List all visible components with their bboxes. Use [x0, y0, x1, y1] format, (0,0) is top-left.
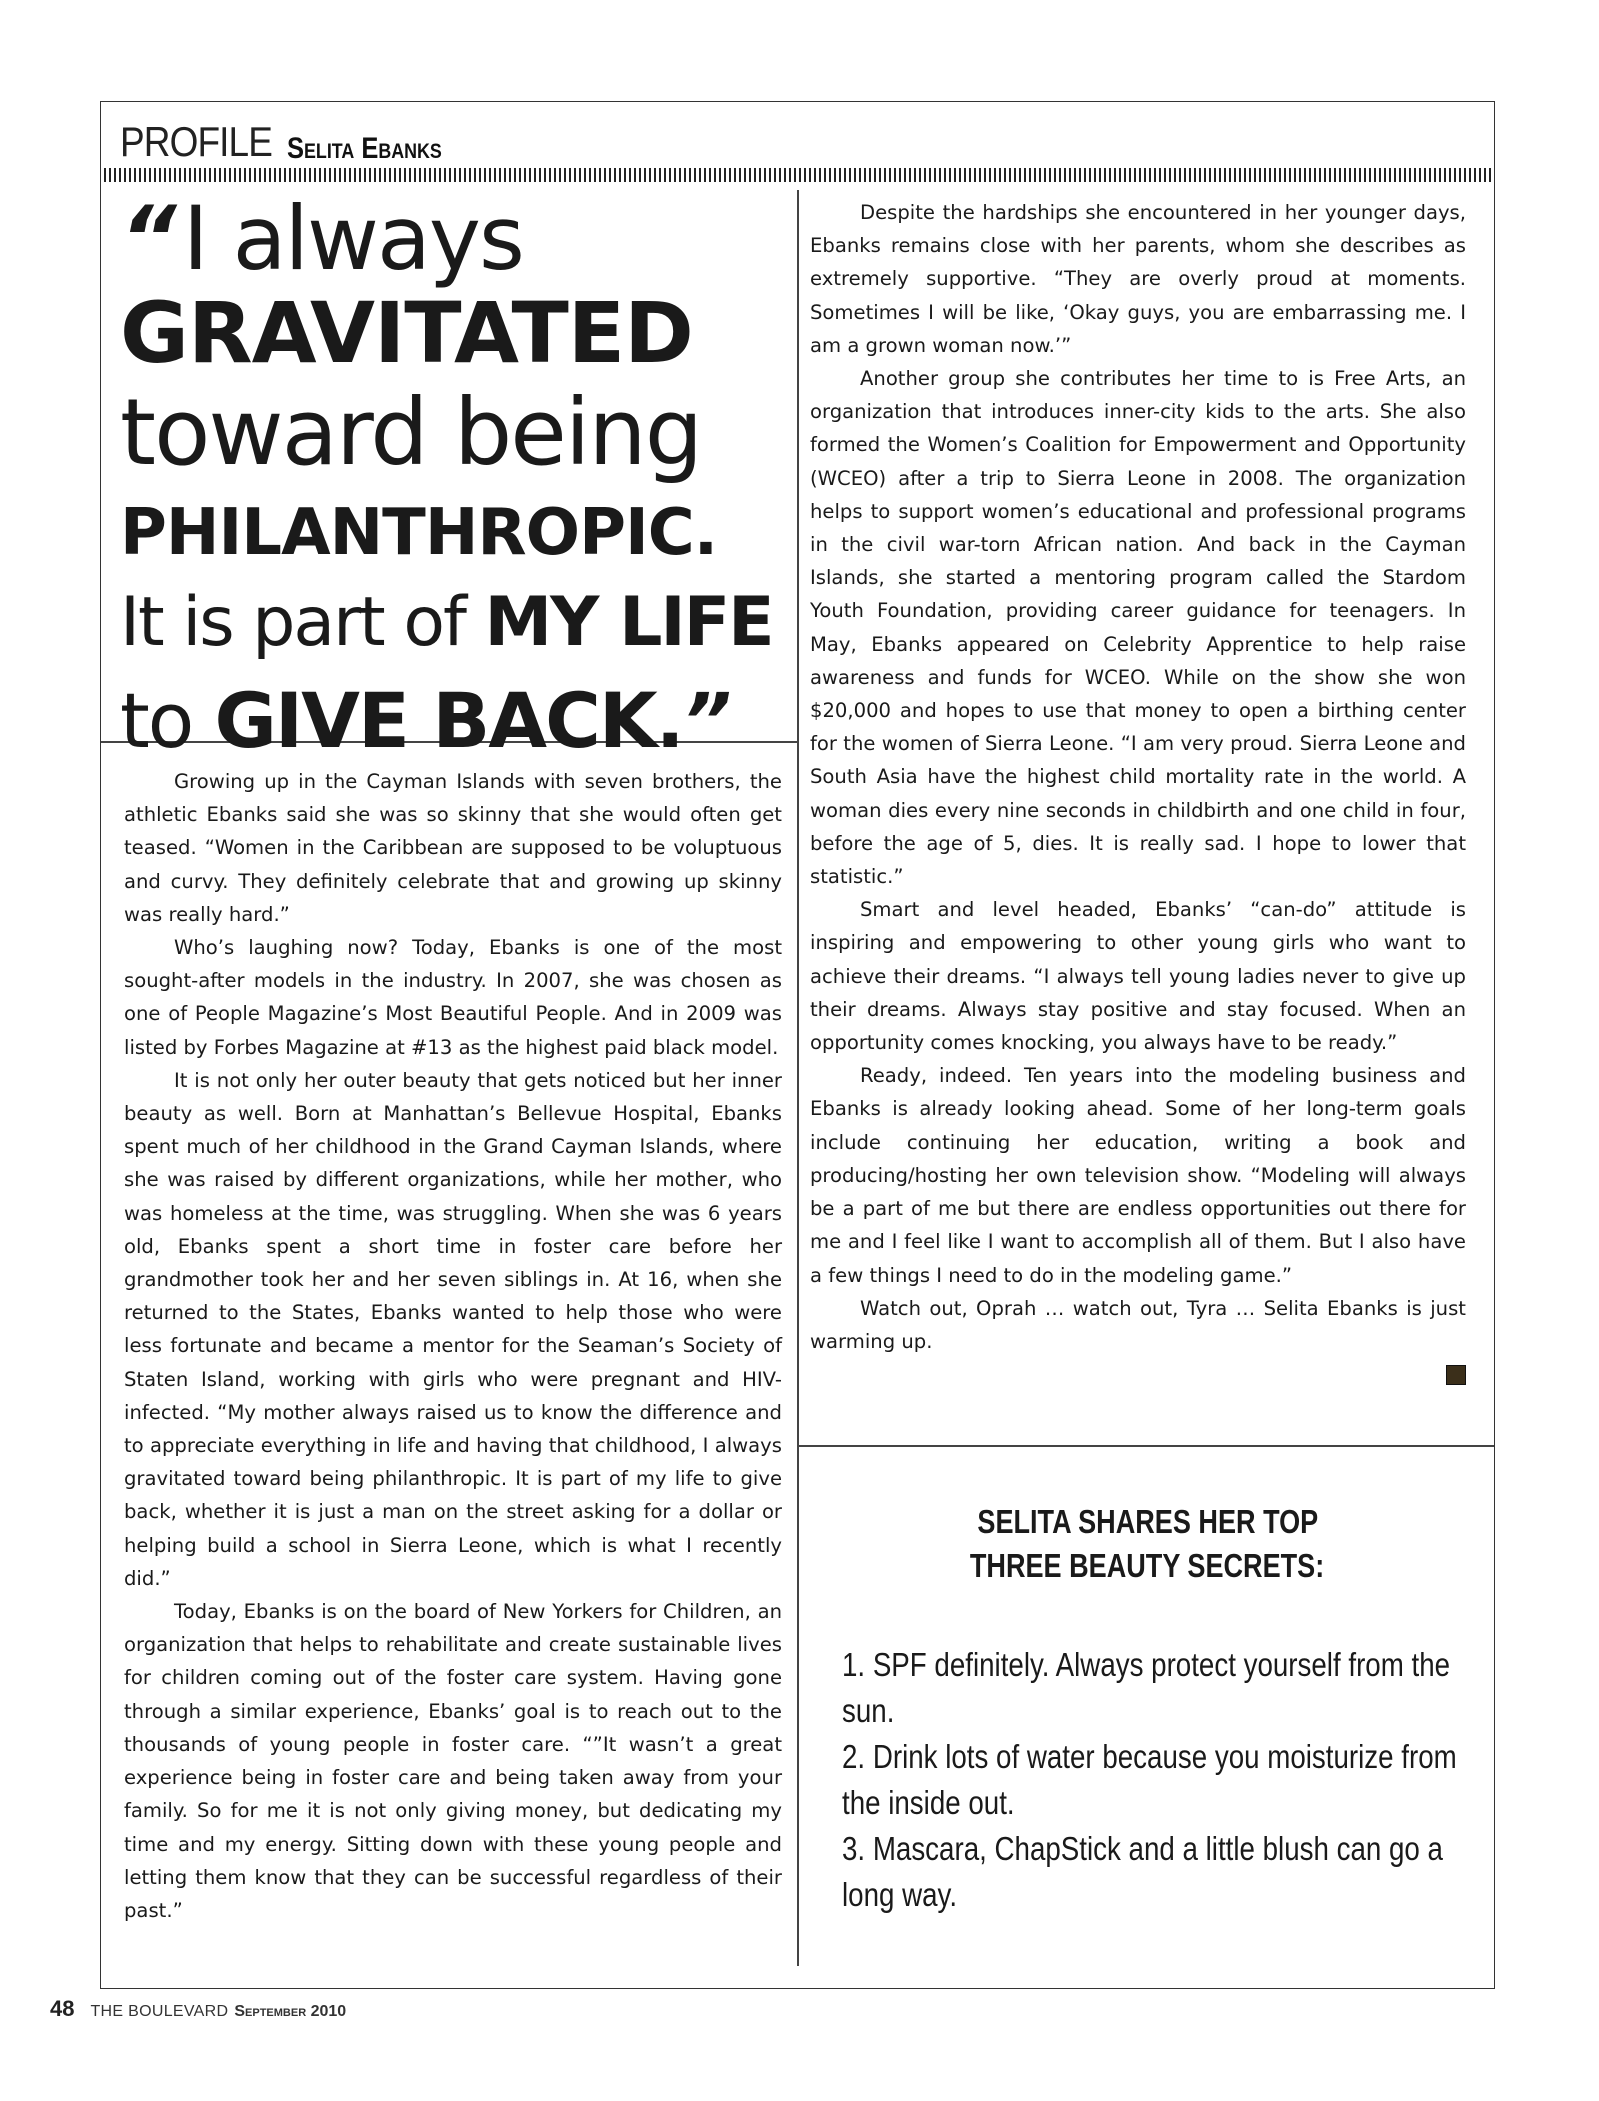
pull-quote-text: It is part of	[120, 583, 465, 662]
column-divider	[797, 190, 799, 1966]
pull-quote-line: GRAVITATED	[120, 284, 693, 382]
beauty-tip: 1. SPF definitely. Always protect yourself from the sun.	[842, 1646, 1451, 1729]
article-column-left	[124, 765, 782, 1927]
article-paragraph: Growing up in the Cayman Islands with seven brothers, the athletic Ebanks said she was so skinny that she would often get teased. “Women in the Caribbean are supposed to be voluptuous and curvy. They definitely celebrate that and growing up skinny was really hard.”	[124, 770, 782, 926]
magazine-name: THE BOULEVARD	[90, 2003, 229, 2020]
end-mark-icon	[1446, 1365, 1466, 1385]
pull-quote	[120, 187, 790, 771]
article-paragraph: Today, Ebanks is on the board of New Yorkers for Children, an organization that helps to rehabilitate and create sustainable lives for children coming out of the foster care system. Having gone through a similar experience, Ebanks’ goal is to reach out to the thousands of young people in foster care. “”It wasn’t a great experience being in foster care and being taken away from your family. So for me it is not only giving money, but dedicating my time and my energy. Sitting down with these young people and letting them know that they can be successful regardless of their past.”	[124, 1600, 782, 1922]
page-footer	[50, 1996, 346, 2022]
article-paragraph: It is not only her outer beauty that gets noticed but her inner beauty as well. Born at Manhattan’s Bellevue Hospital, Ebanks spent much of her childhood in the Grand Cayman Islands, where she was raised by different organizations, while her mother, who was homeless at the time, was struggling. When she was 6 years old, Ebanks spent a short time in foster care before her grandmother took her and her seven siblings in. At 16, when she returned to the States, Ebanks wanted to help those who were less fortunate and became a mentor for the Seaman’s Society of Staten Island, working with girls who were pregnant and HIV-infected. “My mother always raised us to know the difference and to appreciate everything in life and having that childhood, I always gravitated toward being philanthropic. It is part of my life to give back, whether it is just a man on the street asking for a dollar or helping build a school in Sierra Leone, which is what I recently did.”	[124, 1068, 782, 1590]
section-header	[120, 108, 469, 166]
pull-quote-line	[120, 675, 790, 771]
article-paragraph: Smart and level headed, Ebanks’ “can-do” attitude is inspiring and empowering to other young girls who want to achieve their dreams. “I always tell young ladies never to give up their dreams. Always stay positive and stay focused. When an opportunity comes knocking, you always have to be ready.”	[810, 898, 1466, 1055]
pull-quote-line	[120, 187, 790, 291]
beauty-tips-list	[842, 1642, 1482, 1918]
pull-quote-emphasis: GIVE BACK.	[214, 676, 683, 765]
sidebar-title-line: THREE BEAUTY SECRETS:	[970, 1547, 1325, 1584]
pull-quote-line: PHILANTHROPIC.	[120, 496, 718, 570]
article-paragraph: Ready, indeed. Ten years into the modeling business and Ebanks is already looking ahead. Some of her long-term goals include continuing her education, writing a book and producing/hosting her own television show. “Modeling will always be a part of me but there are endless opportunities out there for me and I feel like I want to accomplish all of them. But I also have a few things I need to do in the modeling game.”	[810, 1064, 1466, 1287]
sidebar-divider	[797, 1445, 1494, 1447]
beauty-tip: 2. Drink lots of water because you moisturize from the inside out.	[842, 1738, 1457, 1821]
page-number: 48	[50, 1996, 75, 2021]
header-tick-rule	[104, 168, 1492, 182]
issue-date: September 2010	[234, 2003, 347, 2020]
article-paragraph: Watch out, Oprah … watch out, Tyra … Selita Ebanks is just warming up.	[810, 1296, 1466, 1353]
pull-quote-emphasis: MY LIFE	[484, 583, 773, 662]
profile-name: Selita Ebanks	[286, 132, 442, 165]
article-paragraph: Who’s laughing now? Today, Ebanks is one of the most sought-after models in the industry. In 2007, she was chosen as one of People Magazine’s Most Beautiful People. And in 2009 was listed by Forbes Magazine at #13 as the highest paid black model.	[124, 936, 782, 1059]
open-quote-mark: “	[120, 187, 169, 290]
pull-quote-line	[120, 579, 790, 675]
article-paragraph: Another group she contributes her time to is Free Arts, an organization that introduces inner-city kids to the arts. She also formed the Women’s Coalition for Empowerment and Opportunity (WCEO) after a trip to Sierra Leone in 2008. The organization helps to support women’s educational and professional programs in the civil war-torn African nation. And back in the Cayman Islands, she started a mentoring program called the Stardom Youth Foundation, providing career guidance for teenagers. In May, Ebanks appeared on Celebrity Apprentice to help raise awareness and funds for WCEO. While on the show she won $20,000 and hopes to use that money to open a birthing center for the women of Sierra Leone. “I am very proud. Sierra Leone and South Asia have the highest child mortality rate in the world. A woman dies every nine seconds in childbirth and one child in four, before the age of 5, dies. It is really sad. I hope to lower that statistic.”	[810, 367, 1466, 889]
beauty-tip: 3. Mascara, ChapStick and a little blush can go a long way.	[842, 1830, 1443, 1913]
pull-quote-text: I always	[182, 187, 523, 290]
pull-quote-text: to	[120, 676, 193, 765]
article-paragraph: Despite the hardships she encountered in her younger days, Ebanks remains close with her parents, whom she describes as extremely supportive. “They are overly proud at moments. Sometimes I will be like, ‘Okay guys, you are embarrassing me. I am a grown woman now.’”	[810, 201, 1466, 357]
sidebar-title-line: SELITA SHARES HER TOP	[977, 1503, 1318, 1540]
close-quote-mark: ”	[682, 676, 724, 765]
section-label: PROFILE	[120, 118, 272, 165]
article-column-right	[810, 196, 1466, 1385]
pull-quote-line: toward being	[120, 379, 702, 486]
sidebar-title	[800, 1500, 1495, 1588]
